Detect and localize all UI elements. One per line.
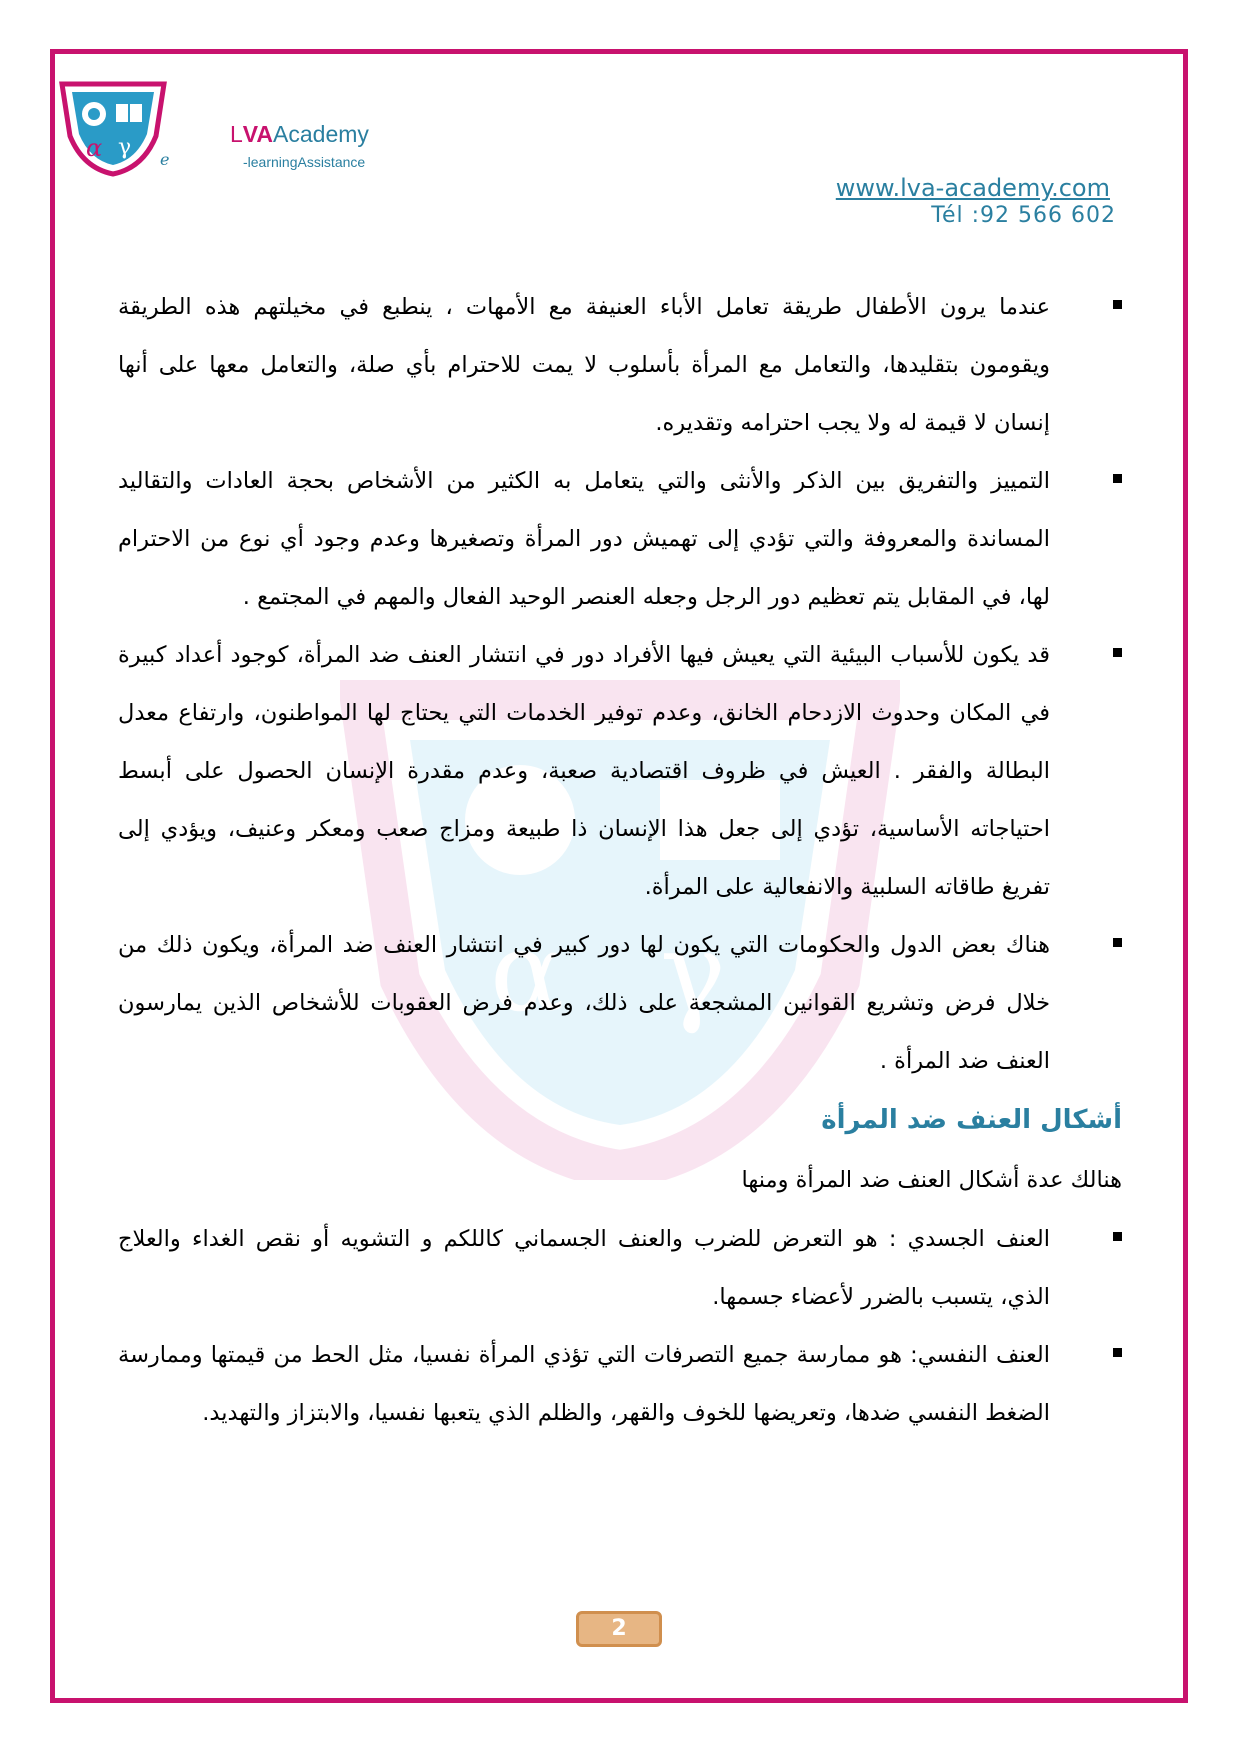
svg-text:α: α [490,908,565,1036]
bullet-square-icon [1113,1348,1122,1357]
page-number-badge: 2 [576,1611,662,1647]
svg-text:γ: γ [118,135,132,160]
list-item-text: العنف النفسي: هو ممارسة جميع التصرفات التي تؤذي المرأة نفسيا، مثل الحط من قيمتها وممارسة الضغط النفسي ضدها، وتعريضها للخوف والقهر، والظلم الذي يتعبها نفسيا، والابتزاز والتهديد. [118,1342,1050,1426]
bullet-square-icon [1113,300,1122,309]
list-item [118,626,1122,916]
list-item [118,1210,1122,1326]
list-item-text: قد يكون للأسباب البيئية التي يعيش فيها الأفراد دور في انتشار العنف ضد المرأة، كوجود أعداد كبيرة في المكان وحدوث الازدحام الخانق، وعدم توفير الخدمات التي يحتاج لها المواطنون، وارتفاع معدل البطالة والفقر . العيش في ظروف اقتصادية صعبة، وعدم مقدرة الإنسان الحصول على أبسط احتياجاته الأساسية، تؤدي إلى جعل هذا الإنسان ذا طبيعة ومزاج صعب ومعكر وعنيف، ويؤدي إلى تفريغ طاقاته السلبية والانفعالية على المرأة. [118,642,1050,900]
list-item-text: هناك بعض الدول والحكومات التي يكون لها دور كبير في انتشار العنف ضد المرأة، ويكون ذلك من خلال فرض وتشريع القوانين المشجعة على ذلك، وعدم فرض العقوبات للأشخاص الذين يمارسون العنف ضد المرأة . [118,932,1050,1074]
bullet-square-icon [1113,938,1122,947]
section-title: أشكال العنف ضد المرأة [821,1105,1122,1135]
brand-tagline: -learningAssistance [243,154,366,170]
list-item-text: العنف الجسدي : هو التعرض للضرب والعنف الجسماني كاللكم و التشويه أو نقص الغداء والعلاج الذي، يتسبب بالضرر لأعضاء جسمها. [118,1226,1050,1310]
svg-text:γ: γ [660,908,726,1036]
svg-text:α: α [86,134,103,162]
list-item-text: عندما يرون الأطفال طريقة تعامل الأباء العنيفة مع الأمهات ، ينطبع في مخيلتهم هذه الطريقة ويقومون بتقليدها، والتعامل مع المرأة بأسلوب لا يمت للاحترام بأي صلة، والتعامل معها على أنها إنسان لا قيمة له ولا يجب احترامه وتقديره. [118,294,1050,436]
logo-emblem-icon [58,78,168,178]
list-item [118,1326,1122,1442]
logo-letter: e [160,150,170,169]
phone-number: Tél :92 566 602 [931,203,1116,228]
bullet-square-icon [1113,648,1122,657]
list-item [118,278,1122,452]
brand-academy: Academy [273,121,369,147]
causes-list [118,278,1122,1090]
brand-name [230,121,369,148]
document-content [118,278,1122,1442]
website-link[interactable]: www.lva-academy.com [835,174,1110,202]
section-intro: هنالك عدة أشكال العنف ضد المرأة ومنها [741,1167,1122,1193]
list-item [118,452,1122,626]
brand-l: L [230,121,243,147]
list-item [118,916,1122,1090]
bullet-square-icon [1113,1232,1122,1241]
bullet-square-icon [1113,474,1122,483]
list-item-text: التمييز والتفريق بين الذكر والأنثى والتي يتعامل به الكثير من الأشخاص بحجة العادات والتقاليد المساندة والمعروفة والتي تؤدي إلى تهميش دور المرأة وتصغيرها وعدم وجود أي نوع من الاحترام لها، في المقابل يتم تعظيم دور الرجل وجعله العنصر الوحيد الفعال والمهم في المجتمع . [118,468,1050,610]
brand-va: VA [242,121,274,147]
forms-list [118,1210,1122,1442]
